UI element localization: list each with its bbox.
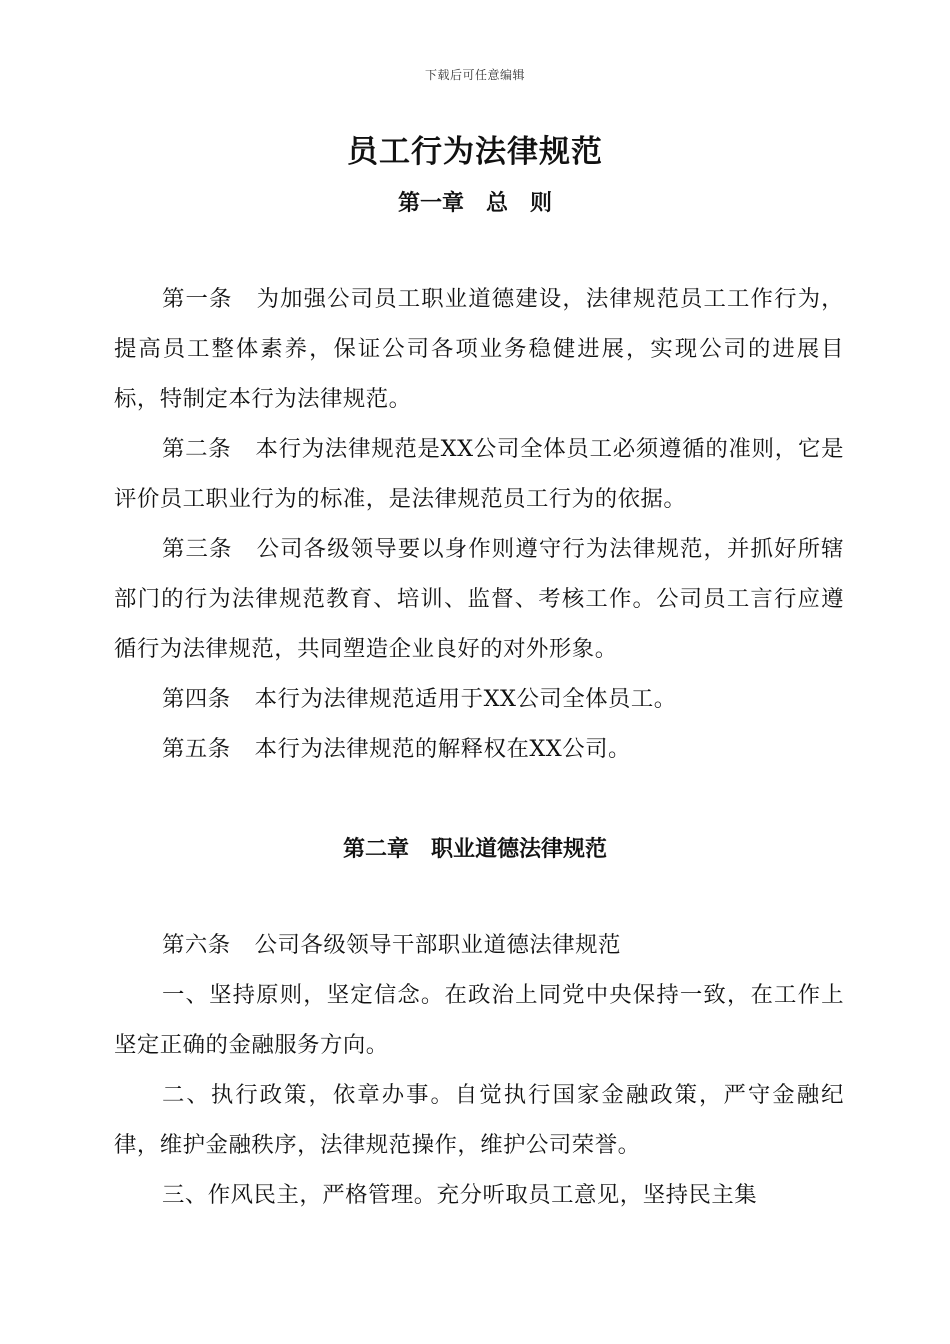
- article-3: [114, 524, 844, 674]
- chapter-1-label: 第一章: [397, 190, 464, 216]
- article-text: 本行为法律规范是XX公司全体员工必须遵循的准则，它是评价员工职业行为的标准，是法律规范员工行为的依据。: [114, 436, 845, 512]
- chapter-1-title-part1: 总: [485, 190, 508, 216]
- page-header-note: 下载后可任意编辑: [424, 68, 525, 82]
- article-text: 为加强公司员工职业道德建设，法律规范员工工作行为，提高员工整体素养，保证公司各项业务稳健进展，实现公司的进展目标，特制定本行为法律规范。: [114, 286, 845, 412]
- article-2: [114, 424, 844, 524]
- article-text: 公司各级领导要以身作则遵守行为法律规范，并抓好所辖部门的行为法律规范教育、培训、监督、考核工作。公司员工言行应遵循行为法律规范，共同塑造企业良好的对外形象。: [114, 536, 845, 662]
- chapter-1-heading: [0, 186, 950, 217]
- chapter-2-title: 职业道德法律规范: [431, 836, 608, 862]
- chapter-2-heading: [0, 832, 950, 863]
- chapter-1-title-part2: 则: [530, 190, 553, 216]
- chapter-1-body: [114, 274, 844, 774]
- chapter-2-body: [114, 920, 844, 1220]
- article-label: 第四条: [162, 686, 231, 712]
- chapter-2-label: 第二章: [342, 836, 409, 862]
- article-text: 本行为法律规范适用于XX公司全体员工。: [254, 686, 677, 712]
- article-label: 第一条: [162, 286, 233, 312]
- article-label: 第六条: [162, 932, 231, 958]
- document-title: 员工行为法律规范: [347, 134, 603, 170]
- article-label: 第二条: [162, 436, 232, 462]
- article-6-item-3: 三、作风民主，严格管理。充分听取员工意见，坚持民主集: [162, 1182, 758, 1208]
- article-6-item-2: 二、执行政策，依章办事。自觉执行国家金融政策，严守金融纪律，维护金融秩序，法律规范操作，维护公司荣誉。: [114, 1082, 844, 1158]
- article-label: 第三条: [162, 536, 233, 562]
- article-text: 本行为法律规范的解释权在XX公司。: [254, 736, 631, 762]
- article-6-item-1: 一、坚持原则，坚定信念。在政治上同党中央保持一致，在工作上坚定正确的金融服务方向。: [114, 982, 844, 1058]
- article-6: [114, 920, 844, 970]
- article-5: [114, 724, 844, 774]
- article-text: 公司各级领导干部职业道德法律规范: [254, 932, 621, 958]
- article-1: [114, 274, 844, 424]
- article-label: 第五条: [162, 736, 231, 762]
- article-4: [114, 674, 844, 724]
